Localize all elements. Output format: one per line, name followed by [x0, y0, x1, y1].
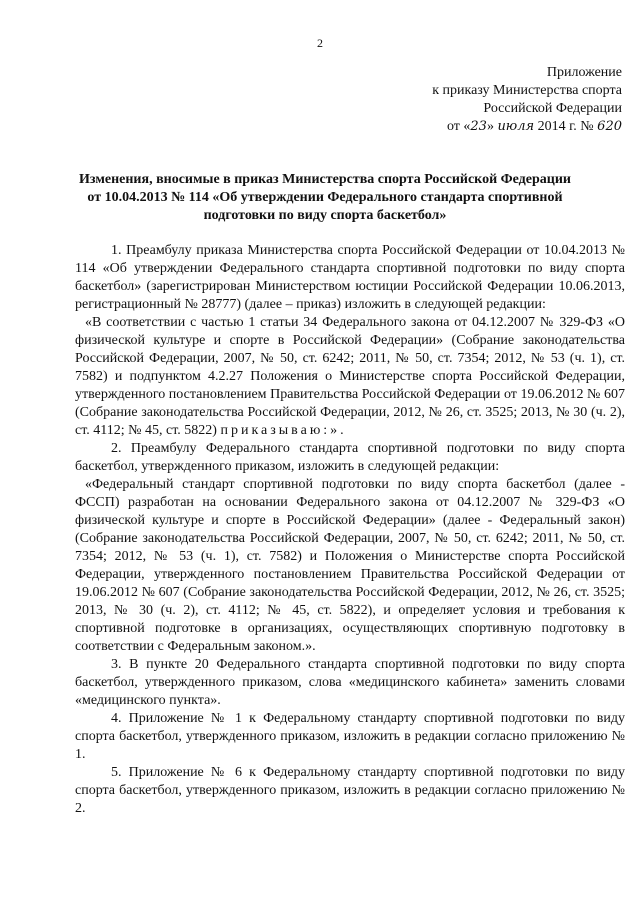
paragraph-5: 5. Приложение № 6 к Федеральному стандарту спортивной подготовки по виду спорта баскетбол, утвержденного приказом, изложить в редакции согласно приложению № 2.	[75, 765, 625, 816]
document-title	[60, 171, 590, 225]
appendix-line-1: Приложение	[546, 65, 622, 80]
appendix-line-2: к приказу Министерства спорта	[432, 83, 622, 98]
document-body	[75, 242, 625, 818]
paragraph-2: 2. Преамбулу Федерального стандарта спортивной подготовки по виду спорта баскетбол, утвержденного приказом, изложить в следующей редакции:	[75, 441, 625, 474]
title-line-3: подготовки по виду спорта баскетбол»	[203, 208, 447, 223]
date-prefix: от «	[446, 119, 471, 134]
title-line-1: Изменения, вносимые в приказ Министерства спорта Российской Федерации	[79, 172, 571, 187]
appendix-header	[322, 64, 622, 136]
appendix-date-line	[322, 118, 622, 136]
appendix-line-3: Российской Федерации	[483, 101, 622, 116]
paragraph-4: 4. Приложение № 1 к Федеральному стандарту спортивной подготовки по виду спорта баскетбол, утвержденного приказом, изложить в редакции согласно приложению № 1.	[75, 711, 625, 762]
paragraph-1-quote-end: приказываю:».	[220, 423, 347, 438]
paragraph-3: 3. В пункте 20 Федерального стандарта спортивной подготовки по виду спорта баскетбол, утвержденного приказом, слова «медицинского кабинета» заменить словами «медицинского пункта».	[75, 657, 625, 708]
title-line-2: от 10.04.2013 № 114 «Об утверждении Федерального стандарта спортивной	[87, 190, 563, 205]
handwritten-number: 620	[597, 119, 622, 134]
handwritten-month: июля	[497, 119, 535, 134]
date-mid: »	[486, 119, 494, 134]
paragraph-1: 1. Преамбулу приказа Министерства спорта Российской Федерации от 10.04.2013 № 114 «Об утверждении Федерального стандарта спортивной подготовки по виду спорта баскетбол» (зарегистрирован Министерством юстиции Российской Федерации 10.06.2013, регистрационный № 28777) (далее – приказ) изложить в следующей редакции:	[75, 243, 625, 312]
paragraph-1-quote	[75, 314, 625, 440]
handwritten-day: 23	[470, 119, 487, 134]
date-year: 2014 г. №	[537, 119, 594, 134]
paragraph-2-quote: «Федеральный стандарт спортивной подготовки по виду спорта баскетбол (далее - ФССП) разработан на основании Федерального закона от 04.12.2007 № 329-ФЗ «О физической культуре и спорте в Российской Федерации» (далее - Федеральный закон) (Собрание законодательства Российской Федерации, 2007, № 50, ст. 6242; 2011, № 50, ст. 7354; 2012, № 53 (ч. 1), ст. 7582) и Положения о Министерстве спорта Российской Федерации, утвержденного постановлением Правительства Российской Федерации от 19.06.2012 № 607 (Собрание законодательства Российской Федерации, 2012, № 26, ст. 3525; 2013, № 30 (ч. 2), ст. 4112; № 45, ст. 5822), и определяет условия и требования к спортивной подготовке в организациях, осуществляющих спортивную подготовку в соответствии с Федеральным законом.».	[75, 477, 625, 654]
page-number: 2	[317, 36, 323, 50]
paragraph-1-quote-text: «В соответствии с частью 1 статьи 34 Федерального закона от 04.12.2007 № 329-ФЗ «О физической культуре и спорте в Российской Федерации» (Собрание законодательства Российской Федерации, 2007, № 50, ст. 6242; 2011, № 50, ст. 7354; 2012, № 53 (ч. 1), ст. 7582) и подпунктом 4.2.27 Положения о Министерстве спорта Российской Федерации, утвержденного постановлением Правительства Российской Федерации от 19.06.2012 № 607 (Собрание законодательства Российской Федерации, 2012, № 26, ст. 3525; 2013, № 30 (ч. 2), ст. 4112; № 45, ст. 5822)	[75, 315, 625, 438]
